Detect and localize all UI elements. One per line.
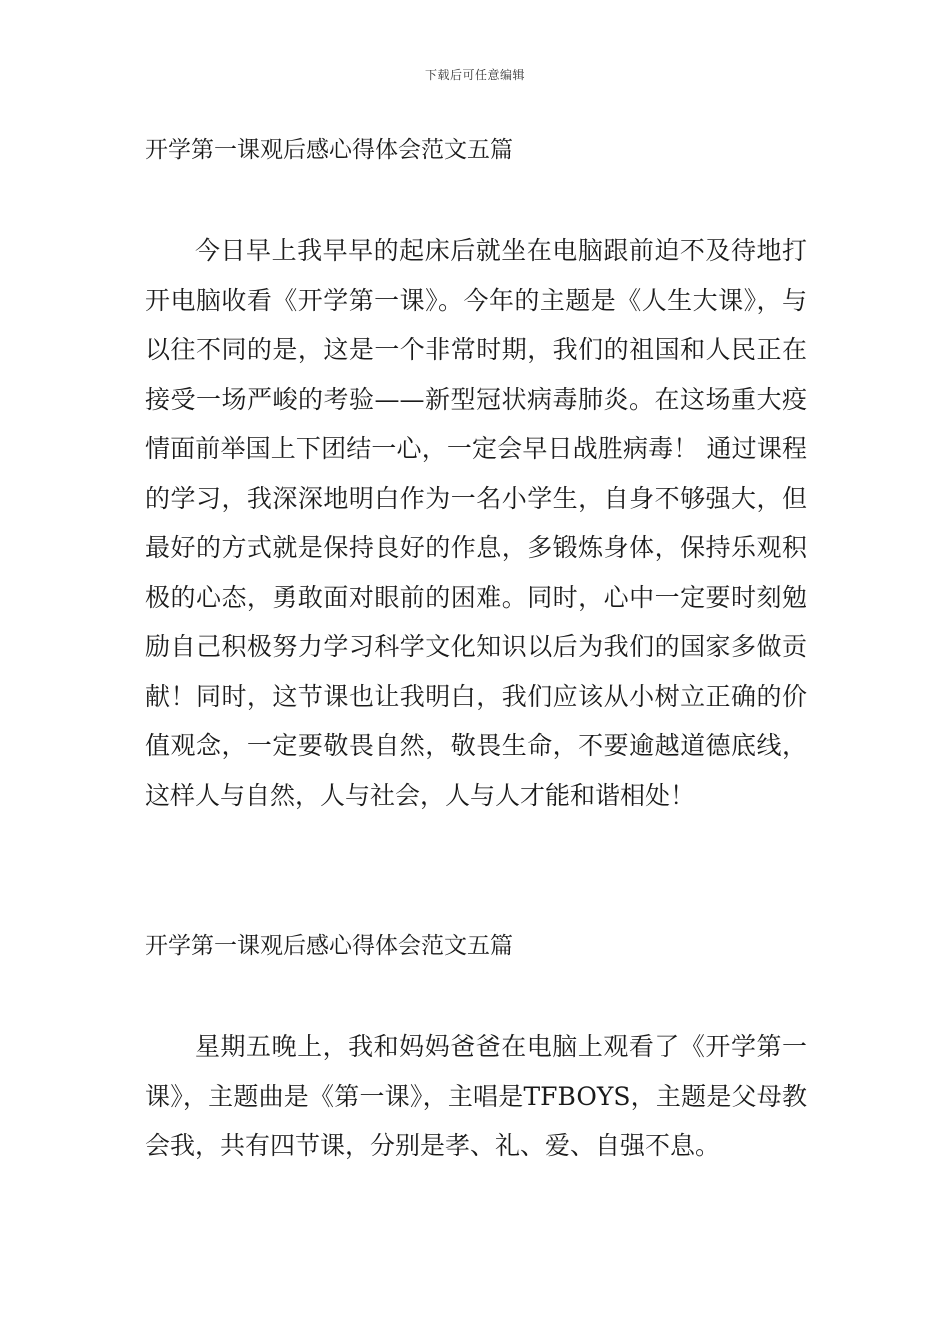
- section-title: 开学第一课观后感心得体会范文五篇: [145, 933, 513, 959]
- section-title: 开学第一课观后感心得体会范文五篇: [145, 137, 513, 163]
- section-body: 星期五晚上，我和妈妈爸爸在电脑上观看了《开学第一课》，主题曲是《第一课》，主唱是TFBOYS，主题是父母教会我，共有四节课，分别是孝、礼、爱、自强不息。: [145, 1032, 807, 1160]
- header-note: 下载后可任意编辑: [424, 68, 525, 82]
- section-body: 今日早上我早早的起床后就坐在电脑跟前迫不及待地打开电脑收看《开学第一课》。今年的主题是《人生大课》，与以往不同的是，这是一个非常时期，我们的祖国和人民正在接受一场严峻的考验——新型冠状病毒肺炎。在这场重大疫情面前举国上下团结一心，一定会早日战胜病毒！ 通过课程的学习，我深深地明白作为一名小学生，自身不够强大，但最好的方式就是保持良好的作息，多锻炼身体，保持乐观积极的心态，勇敢面对眼前的困难。同时，心中一定要时刻勉励自己积极努力学习科学文化知识以后为我们的国家多做贡献！同时，这节课也让我明白，我们应该从小树立正确的价值观念，一定要敬畏自然，敬畏生命，不要逾越道德底线，这样人与自然，人与社会，人与人才能和谐相处！: [145, 236, 807, 810]
